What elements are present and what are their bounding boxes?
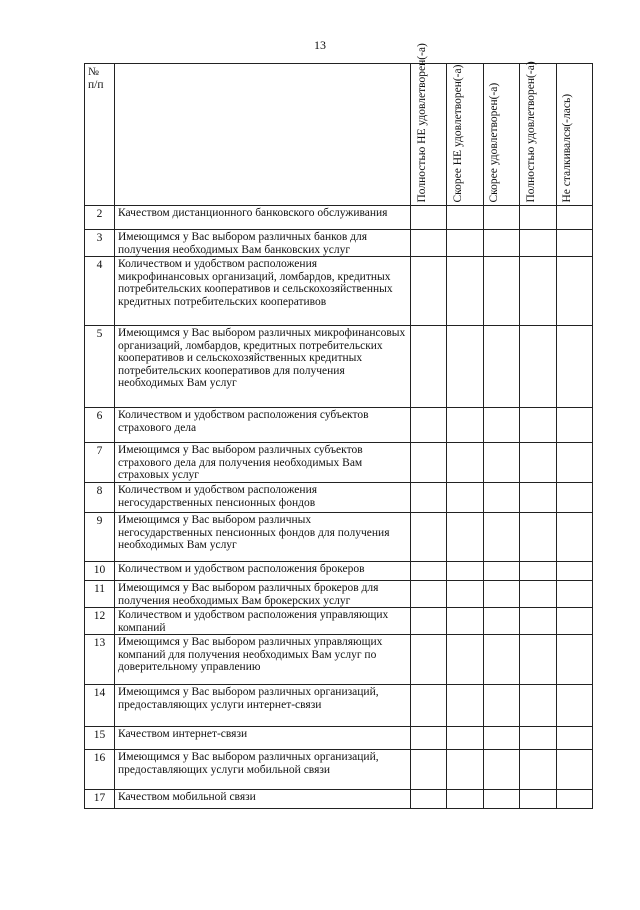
answer-cell-option-3[interactable] <box>483 483 519 513</box>
answer-cell-option-3[interactable] <box>483 727 519 750</box>
answer-cell-option-2[interactable] <box>447 727 483 750</box>
answer-cell-option-3[interactable] <box>483 443 519 483</box>
answer-cell-option-4[interactable] <box>520 581 556 608</box>
answer-cell-option-5[interactable] <box>556 750 592 790</box>
row-number: 6 <box>85 408 115 443</box>
answer-cell-option-2[interactable] <box>447 750 483 790</box>
answer-cell-option-1[interactable] <box>411 408 447 443</box>
answer-cell-option-1[interactable] <box>411 206 447 230</box>
answer-cell-option-2[interactable] <box>447 513 483 562</box>
answer-cell-option-5[interactable] <box>556 408 592 443</box>
table-row <box>85 326 593 408</box>
answer-cell-option-5[interactable] <box>556 483 592 513</box>
answer-cell-option-2[interactable] <box>447 206 483 230</box>
answer-cell-option-2[interactable] <box>447 443 483 483</box>
answer-cell-option-5[interactable] <box>556 443 592 483</box>
answer-cell-option-5[interactable] <box>556 581 592 608</box>
answer-cell-option-2[interactable] <box>447 326 483 408</box>
row-number: 9 <box>85 513 115 562</box>
row-number: 3 <box>85 230 115 257</box>
answer-cell-option-3[interactable] <box>483 635 519 685</box>
row-number: 16 <box>85 750 115 790</box>
row-question: Имеющимся у Вас выбором различных банков для получения необходимых Вам банковских услуг <box>115 230 411 257</box>
table-row <box>85 513 593 562</box>
answer-cell-option-3[interactable] <box>483 750 519 790</box>
row-question: Количеством и удобством расположения брокеров <box>115 562 411 581</box>
answer-cell-option-4[interactable] <box>520 206 556 230</box>
answer-cell-option-1[interactable] <box>411 608 447 635</box>
row-number: 17 <box>85 790 115 809</box>
answer-cell-option-3[interactable] <box>483 206 519 230</box>
answer-cell-option-5[interactable] <box>556 326 592 408</box>
table-row <box>85 635 593 685</box>
table-row <box>85 230 593 257</box>
answer-cell-option-3[interactable] <box>483 230 519 257</box>
number-column-header <box>85 64 115 206</box>
number-abbrev-label: п/п <box>88 78 104 91</box>
answer-cell-option-2[interactable] <box>447 790 483 809</box>
answer-cell-option-4[interactable] <box>520 408 556 443</box>
row-question: Имеющимся у Вас выбором различных брокеров для получения необходимых Вам брокерских услуг <box>115 581 411 608</box>
answer-cell-option-2[interactable] <box>447 581 483 608</box>
row-number: 4 <box>85 257 115 326</box>
answer-cell-option-3[interactable] <box>483 790 519 809</box>
row-question: Качеством интернет-связи <box>115 727 411 750</box>
answer-cell-option-5[interactable] <box>556 257 592 326</box>
answer-cell-option-5[interactable] <box>556 230 592 257</box>
answer-cell-option-5[interactable] <box>556 685 592 727</box>
table-row <box>85 443 593 483</box>
table-header-row <box>85 64 593 206</box>
answer-cell-option-1[interactable] <box>411 326 447 408</box>
option-label-5: Не сталкивался(-лась) <box>561 93 574 202</box>
number-sign-label: № <box>88 66 99 78</box>
table-row <box>85 257 593 326</box>
answer-cell-option-5[interactable] <box>556 790 592 809</box>
option-header-4 <box>520 60 556 206</box>
table-row <box>85 685 593 727</box>
row-number: 14 <box>85 685 115 727</box>
option-header-3 <box>483 64 519 206</box>
answer-cell-option-4[interactable] <box>520 513 556 562</box>
option-label-1: Полностью НЕ удовлетворен(-а) <box>415 42 428 202</box>
option-header-1 <box>411 42 447 206</box>
answer-cell-option-1[interactable] <box>411 562 447 581</box>
table-row <box>85 562 593 581</box>
answer-cell-option-2[interactable] <box>447 257 483 326</box>
answer-cell-option-4[interactable] <box>520 608 556 635</box>
answer-cell-option-3[interactable] <box>483 562 519 581</box>
row-question: Имеющимся у Вас выбором различных субъектов страхового дела для получения необходимых Вам страховых услуг <box>115 443 411 483</box>
row-number: 15 <box>85 727 115 750</box>
row-question: Количеством и удобством расположения негосударственных пенсионных фондов <box>115 483 411 513</box>
row-number: 2 <box>85 206 115 230</box>
answer-cell-option-2[interactable] <box>447 685 483 727</box>
row-number: 13 <box>85 635 115 685</box>
answer-cell-option-5[interactable] <box>556 513 592 562</box>
answer-cell-option-1[interactable] <box>411 635 447 685</box>
table-row <box>85 581 593 608</box>
table-row <box>85 483 593 513</box>
answer-cell-option-1[interactable] <box>411 483 447 513</box>
option-label-3: Скорее удовлетворен(-а) <box>488 82 501 202</box>
answer-cell-option-3[interactable] <box>483 581 519 608</box>
answer-cell-option-4[interactable] <box>520 562 556 581</box>
answer-cell-option-4[interactable] <box>520 635 556 685</box>
answer-cell-option-3[interactable] <box>483 685 519 727</box>
page-number: 13 <box>314 38 326 52</box>
option-header-2 <box>447 64 483 206</box>
table-row <box>85 408 593 443</box>
answer-cell-option-4[interactable] <box>520 230 556 257</box>
row-number: 8 <box>85 483 115 513</box>
answer-cell-option-2[interactable] <box>447 408 483 443</box>
answer-cell-option-2[interactable] <box>447 562 483 581</box>
answer-cell-option-4[interactable] <box>520 685 556 727</box>
row-question: Имеющимся у Вас выбором различных негосударственных пенсионных фондов для получения необходимых Вам услуг <box>115 513 411 562</box>
row-question: Имеющимся у Вас выбором различных управляющих компаний для получения необходимых Вам услуг по доверительному управлению <box>115 635 411 685</box>
row-number: 11 <box>85 581 115 608</box>
answer-cell-option-4[interactable] <box>520 727 556 750</box>
answer-cell-option-1[interactable] <box>411 257 447 326</box>
answer-cell-option-3[interactable] <box>483 513 519 562</box>
row-question: Имеющимся у Вас выбором различных организаций, предоставляющих услуги мобильной связи <box>115 750 411 790</box>
answer-cell-option-3[interactable] <box>483 257 519 326</box>
answer-cell-option-2[interactable] <box>447 230 483 257</box>
row-question: Имеющимся у Вас выбором различных организаций, предоставляющих услуги интернет-связи <box>115 685 411 727</box>
answer-cell-option-4[interactable] <box>520 750 556 790</box>
answer-cell-option-4[interactable] <box>520 483 556 513</box>
table-row <box>85 750 593 790</box>
row-question: Количеством и удобством расположения микрофинансовых организаций, ломбардов, кредитных потребительских кооперативов и сельскохозяйственных кредитных потребительских кооперативов <box>115 257 411 326</box>
answer-cell-option-1[interactable] <box>411 750 447 790</box>
answer-cell-option-5[interactable] <box>556 608 592 635</box>
question-column-header <box>115 64 411 206</box>
answer-cell-option-4[interactable] <box>520 790 556 809</box>
table-row <box>85 206 593 230</box>
row-question: Количеством и удобством расположения управляющих компаний <box>115 608 411 635</box>
table-row <box>85 727 593 750</box>
answer-cell-option-3[interactable] <box>483 326 519 408</box>
answer-cell-option-5[interactable] <box>556 635 592 685</box>
answer-cell-option-1[interactable] <box>411 513 447 562</box>
row-number: 12 <box>85 608 115 635</box>
row-number: 5 <box>85 326 115 408</box>
option-label-4: Полностью удовлетворен(-а) <box>524 60 537 202</box>
answer-cell-option-1[interactable] <box>411 230 447 257</box>
row-question: Количеством и удобством расположения субъектов страхового дела <box>115 408 411 443</box>
answer-cell-option-2[interactable] <box>447 608 483 635</box>
answer-cell-option-2[interactable] <box>447 635 483 685</box>
option-label-2: Скорее НЕ удовлетворен(-а) <box>452 64 465 202</box>
answer-cell-option-5[interactable] <box>556 206 592 230</box>
answer-cell-option-1[interactable] <box>411 685 447 727</box>
satisfaction-table <box>84 42 593 809</box>
answer-cell-option-4[interactable] <box>520 257 556 326</box>
answer-cell-option-2[interactable] <box>447 483 483 513</box>
answer-cell-option-5[interactable] <box>556 727 592 750</box>
answer-cell-option-1[interactable] <box>411 443 447 483</box>
answer-cell-option-4[interactable] <box>520 443 556 483</box>
answer-cell-option-4[interactable] <box>520 326 556 408</box>
answer-cell-option-1[interactable] <box>411 790 447 809</box>
row-number: 7 <box>85 443 115 483</box>
answer-cell-option-1[interactable] <box>411 581 447 608</box>
table-row <box>85 790 593 809</box>
row-number: 10 <box>85 562 115 581</box>
row-question: Качеством дистанционного банковского обслуживания <box>115 206 411 230</box>
answer-cell-option-5[interactable] <box>556 562 592 581</box>
table-row <box>85 608 593 635</box>
option-header-5 <box>556 64 592 206</box>
row-question: Качеством мобильной связи <box>115 790 411 809</box>
row-question: Имеющимся у Вас выбором различных микрофинансовых организаций, ломбардов, кредитных потребительских кооперативов и сельскохозяйственных кредитных потребительских кооперативов для получения необходимых Вам услуг <box>115 326 411 408</box>
answer-cell-option-3[interactable] <box>483 408 519 443</box>
answer-cell-option-1[interactable] <box>411 727 447 750</box>
answer-cell-option-3[interactable] <box>483 608 519 635</box>
